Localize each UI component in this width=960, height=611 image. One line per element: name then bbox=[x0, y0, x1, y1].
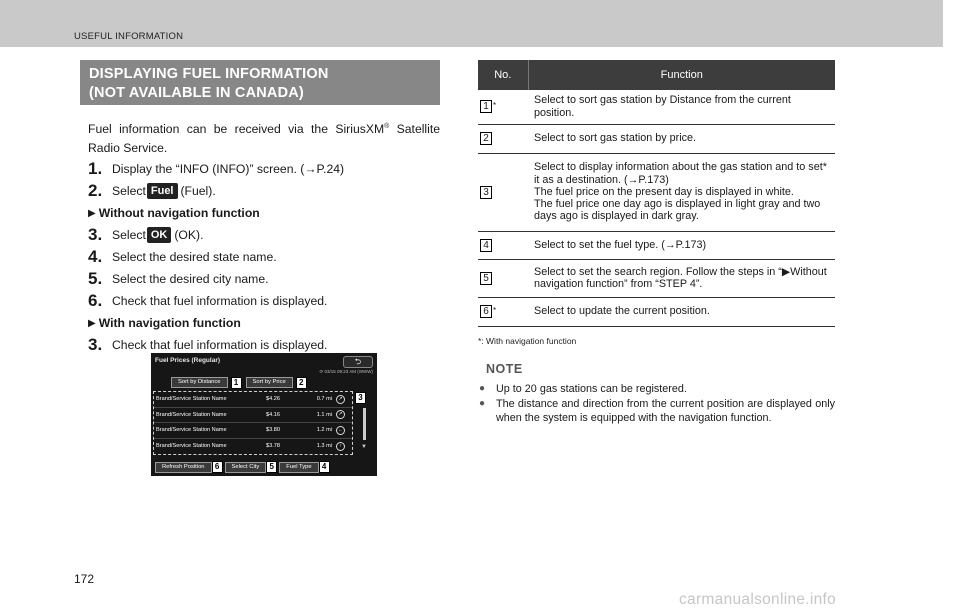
fuel-type-button[interactable]: Fuel Type bbox=[279, 462, 318, 473]
table-row: 6 * Select to update the current position. bbox=[478, 297, 835, 326]
callout-4: 4 bbox=[319, 461, 330, 473]
step-5: 5. Select the desired city name. bbox=[88, 269, 269, 288]
callout-6: 6 bbox=[212, 461, 223, 473]
intro-paragraph: Fuel information can be received via the SiriusXM® Satellite Radio Service. bbox=[88, 122, 441, 156]
row-function: Select to display information about the gas station and to set* it as a destination. (→P.173) The fuel price on the present day is displayed in white. The fuel price one day ago is displayed in light gray and two days ago is displayed in dark gray. bbox=[528, 153, 835, 231]
fuel-prices-screenshot bbox=[151, 353, 377, 476]
refresh-position-button[interactable]: Refresh Position bbox=[155, 462, 212, 473]
table-header-row bbox=[478, 60, 835, 90]
step-2: 2. Select Fuel (Fuel). bbox=[88, 181, 216, 200]
step-list bbox=[88, 158, 440, 356]
triangle-right-icon: ▶ bbox=[88, 317, 96, 329]
row-function: Select to sort gas station by price. bbox=[528, 124, 835, 153]
row-number: 2 bbox=[480, 132, 492, 145]
section-label: USEFUL INFORMATION bbox=[74, 31, 184, 42]
row-number: 6 bbox=[480, 305, 492, 318]
sort-row bbox=[171, 377, 307, 389]
station-row[interactable]: Brand/Service Station Name $4.26 0.7 mi ↗ bbox=[154, 392, 352, 408]
page-title-line-2: (NOT AVAILABLE IN CANADA) bbox=[89, 85, 304, 101]
row-number: 3 bbox=[480, 186, 492, 199]
select-city-button[interactable]: Select City bbox=[225, 462, 267, 473]
direction-icon: ← bbox=[338, 426, 343, 433]
table-footnote: *: With navigation function bbox=[478, 336, 577, 346]
note-list bbox=[478, 382, 835, 426]
row-number: 4 bbox=[480, 239, 492, 252]
page-number: 172 bbox=[74, 572, 95, 586]
ok-button-chip: OK bbox=[147, 227, 172, 243]
page-title-line-1: DISPLAYING FUEL INFORMATION bbox=[89, 66, 329, 82]
station-list bbox=[153, 391, 353, 455]
step-3-without-nav: 3. Select OK (OK). bbox=[88, 225, 204, 244]
page-title bbox=[80, 60, 440, 105]
subheading-without-navigation: ▶ Without navigation function bbox=[88, 206, 260, 220]
scrollbar[interactable] bbox=[363, 408, 366, 440]
table-row bbox=[478, 153, 835, 231]
row-function: Select to set the search region. Follow the steps in “▶Without navigation function” from “STEP 4”. bbox=[528, 259, 835, 297]
step-6: 6. Check that fuel information is displayed. bbox=[88, 291, 328, 310]
row-function: Select to update the current position. bbox=[528, 297, 835, 326]
screen-title: Fuel Prices (Regular) bbox=[155, 357, 221, 364]
note-item: ● The distance and direction from the current position are displayed only when the system is equipped with the navigation function. bbox=[479, 398, 835, 424]
sort-by-distance-button[interactable]: Sort by Distance bbox=[171, 377, 228, 388]
back-button[interactable] bbox=[343, 356, 373, 368]
scroll-down-icon[interactable]: ▼ bbox=[361, 444, 367, 450]
triangle-right-icon: ▶ bbox=[88, 207, 96, 219]
callout-5: 5 bbox=[266, 461, 277, 473]
screen-date: ⟳ 03/15 09:23 AM (WWW) bbox=[319, 369, 373, 374]
watermark: carmanualsonline.info bbox=[679, 591, 837, 608]
row-number: 5 bbox=[480, 272, 492, 285]
table-row bbox=[478, 124, 835, 153]
table-row bbox=[478, 259, 835, 297]
bullet-icon: ● bbox=[479, 383, 486, 394]
registered-mark: ® bbox=[384, 123, 390, 130]
callout-2: 2 bbox=[296, 377, 307, 389]
direction-icon: ↗ bbox=[336, 395, 345, 404]
function-table bbox=[478, 60, 835, 327]
table-row: 1 * Select to sort gas station by Distance from the current position. bbox=[478, 90, 835, 124]
direction-icon: ↑ bbox=[336, 442, 345, 451]
row-number: 1 bbox=[480, 100, 492, 113]
step-4: 4. Select the desired state name. bbox=[88, 247, 277, 266]
step-3-with-nav: 3. Check that fuel information is displayed. bbox=[88, 335, 328, 354]
callout-3: 3 bbox=[355, 392, 366, 404]
fuel-button-chip: Fuel bbox=[147, 183, 178, 199]
station-row[interactable]: Brand/Service Station Name $4.16 1.1 mi ↗ bbox=[154, 408, 352, 424]
row-function: Select to sort gas station by Distance from the current position. bbox=[528, 90, 835, 124]
step-1: 1. Display the “INFO (INFO)” screen. (→P.24) bbox=[88, 159, 345, 178]
back-arrow-icon: ⮌ bbox=[354, 357, 362, 366]
bullet-icon: ● bbox=[479, 398, 486, 409]
note-item: ● Up to 20 gas stations can be registered. bbox=[479, 383, 687, 395]
direction-icon: ↗ bbox=[336, 410, 345, 419]
top-bar bbox=[0, 0, 943, 47]
column-header-no: No. bbox=[478, 60, 528, 90]
row-function: Select to set the fuel type. (→P.173) bbox=[528, 231, 835, 259]
station-row[interactable]: Brand/Service Station Name $3.78 1.3 mi ↑ bbox=[154, 439, 352, 455]
subheading-with-navigation: ▶ With navigation function bbox=[88, 316, 241, 330]
station-row[interactable]: Brand/Service Station Name $3.80 1.2 mi ← bbox=[154, 423, 352, 439]
column-header-function: Function bbox=[660, 69, 703, 81]
callout-1: 1 bbox=[231, 377, 242, 389]
sort-by-price-button[interactable]: Sort by Price bbox=[246, 377, 293, 388]
bottom-row bbox=[155, 461, 330, 473]
table-row bbox=[478, 231, 835, 259]
note-title: NOTE bbox=[486, 362, 523, 376]
